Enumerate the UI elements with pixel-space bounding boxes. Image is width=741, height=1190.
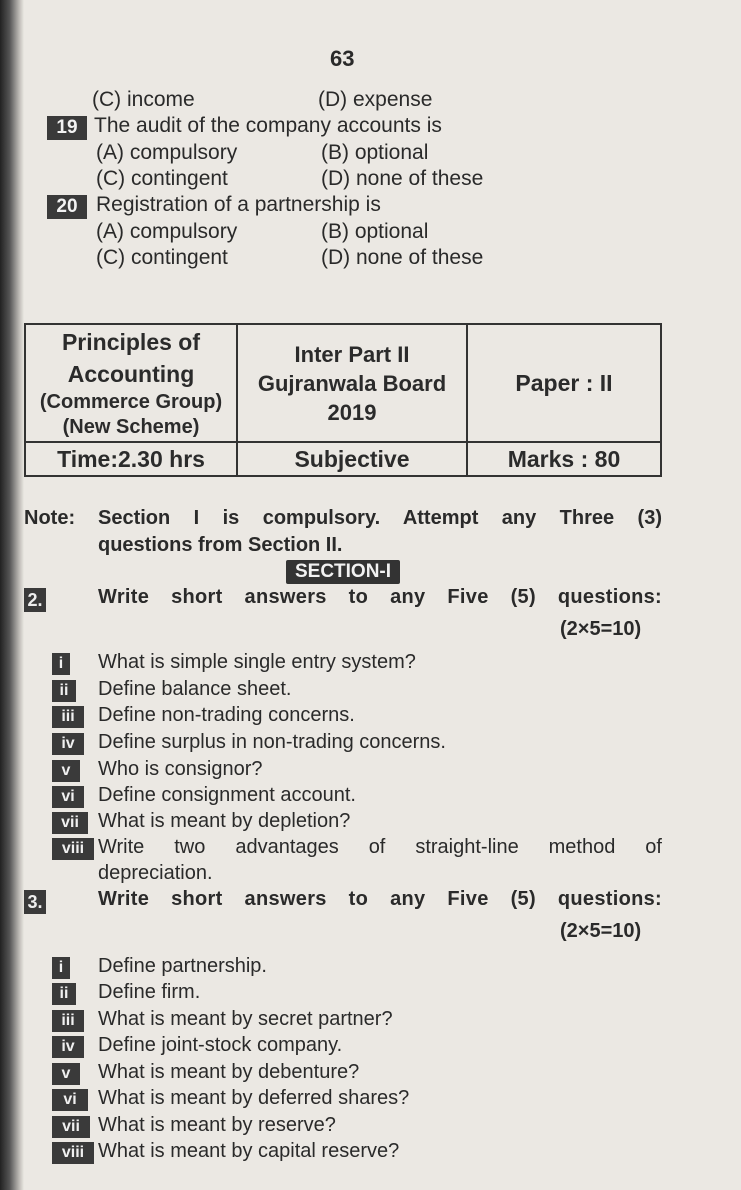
marks-cell: Marks : 80 xyxy=(467,442,661,476)
q3-item-i-text: Define partnership. xyxy=(98,955,267,977)
q18-option-d: (D) expense xyxy=(318,88,433,111)
q3-item-vii-text: What is meant by reserve? xyxy=(98,1114,336,1136)
paper-label: Paper : II xyxy=(515,369,613,396)
q3-item-vii-label: vii xyxy=(52,1116,90,1138)
q2-item-iii-text: Define non-trading concerns. xyxy=(98,704,355,726)
q3-item-vi-text: What is meant by deferred shares? xyxy=(98,1087,410,1109)
board-line-3: 2019 xyxy=(327,399,377,425)
q2-item-vi-text: Define consignment account. xyxy=(98,784,356,806)
time-cell: Time:2.30 hrs xyxy=(25,442,237,476)
q2-item-i-label: i xyxy=(52,653,70,675)
q2-item-v-text: Who is consignor? xyxy=(98,758,263,780)
q19-option-a: (A) compulsory xyxy=(96,141,238,164)
q3-item-ii-label: ii xyxy=(52,983,76,1005)
q3-marks: (2×5=10) xyxy=(560,920,642,942)
q2-item-iv-text: Define surplus in non-trading concerns. xyxy=(98,731,446,753)
q2-item-vii-text: What is meant by depletion? xyxy=(98,810,351,832)
q2-item-iv-label: iv xyxy=(52,733,84,755)
type-cell: Subjective xyxy=(237,442,467,476)
paper-header-table xyxy=(24,323,662,477)
note-line-2: questions from Section II. xyxy=(98,534,343,556)
q2-item-vii-label: vii xyxy=(52,812,88,834)
board-line-2: Gujranwala Board xyxy=(257,370,447,396)
q19-option-b: (B) optional xyxy=(321,141,429,164)
q3-item-viii-label: viii xyxy=(52,1142,94,1164)
subject-line-2: Accounting xyxy=(67,361,195,387)
q3-item-iv-label: iv xyxy=(52,1036,84,1058)
q19-option-c: (C) contingent xyxy=(96,167,228,190)
q3-item-v-text: What is meant by debenture? xyxy=(98,1061,360,1083)
q20-option-c: (C) contingent xyxy=(96,246,228,269)
q2-item-i-text: What is simple single entry system? xyxy=(98,651,416,673)
q20-option-d: (D) none of these xyxy=(321,246,484,269)
q20-stem: Registration of a partnership is xyxy=(96,193,381,216)
q3-item-iii-text: What is meant by secret partner? xyxy=(98,1008,393,1030)
q2-item-vi-label: vi xyxy=(52,786,84,808)
q19-number: 19 xyxy=(47,116,87,140)
board-cell xyxy=(237,324,467,442)
q3-item-i-label: i xyxy=(52,957,70,979)
subject-line-1: Principles of xyxy=(61,329,201,355)
subject-line-3: (Commerce Group) xyxy=(39,391,223,413)
q3-item-ii-text: Define firm. xyxy=(98,981,201,1003)
q2-item-v-label: v xyxy=(52,760,80,782)
q2-item-viii-label: viii xyxy=(52,838,94,860)
q3-item-vi-label: vi xyxy=(52,1089,88,1111)
q2-item-ii-label: ii xyxy=(52,680,76,702)
book-spine-shadow xyxy=(0,0,24,1190)
q3-item-iii-label: iii xyxy=(52,1010,84,1032)
q3-number: 3. xyxy=(24,890,46,914)
section-label: SECTION-I xyxy=(286,560,400,584)
q2-marks: (2×5=10) xyxy=(560,618,642,640)
q20-option-a: (A) compulsory xyxy=(96,220,238,243)
q3-item-iv-text: Define joint-stock company. xyxy=(98,1034,343,1056)
q20-number: 20 xyxy=(47,195,87,219)
q3-item-v-label: v xyxy=(52,1063,80,1085)
board-line-1: Inter Part II xyxy=(294,341,410,367)
page-number: 63 xyxy=(330,46,355,71)
paper-cell xyxy=(467,324,661,442)
note-label: Note: xyxy=(24,507,76,529)
q2-item-viii-text-continued: depreciation. xyxy=(98,862,213,884)
q2-instruction: Write short answers to any Five (5) questions: xyxy=(98,586,662,608)
q2-number: 2. xyxy=(24,588,46,612)
q19-stem: The audit of the company accounts is xyxy=(94,114,442,137)
q19-option-d: (D) none of these xyxy=(321,167,484,190)
q2-item-viii-text: Write two advantages of straight-line method of xyxy=(98,836,662,858)
q18-option-c: (C) income xyxy=(92,88,195,111)
note-line-1: Section I is compulsory. Attempt any Three (3) xyxy=(98,507,662,529)
q20-option-b: (B) optional xyxy=(321,220,429,243)
subject-line-4: (New Scheme) xyxy=(62,416,200,438)
q3-item-viii-text: What is meant by capital reserve? xyxy=(98,1140,400,1162)
q3-instruction: Write short answers to any Five (5) questions: xyxy=(98,888,662,910)
q2-item-ii-text: Define balance sheet. xyxy=(98,678,292,700)
q2-item-iii-label: iii xyxy=(52,706,84,728)
subject-cell xyxy=(25,324,237,442)
